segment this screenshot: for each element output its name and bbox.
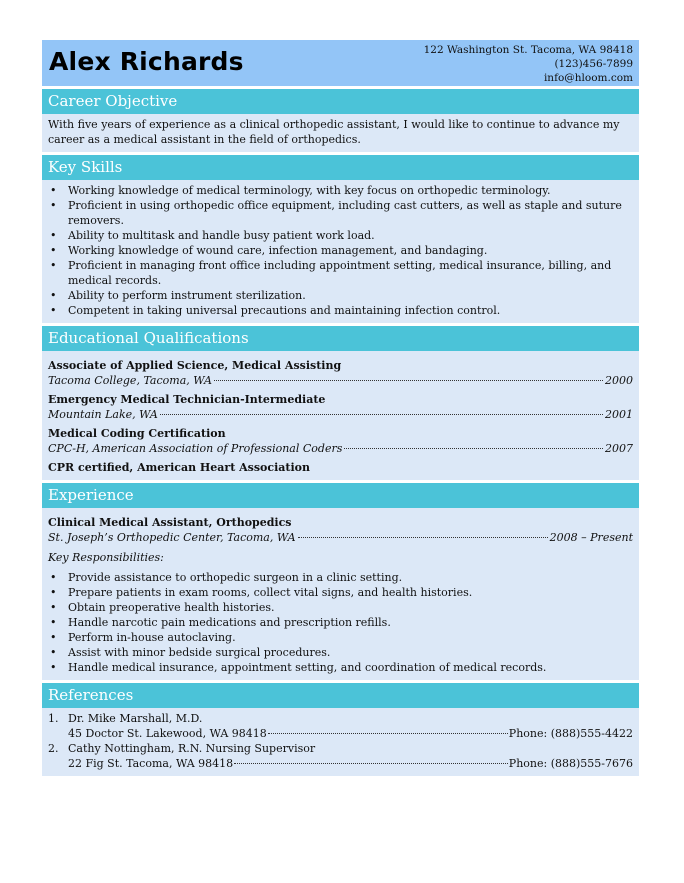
dot-leader: [298, 537, 548, 538]
education-year: 2000: [605, 374, 633, 387]
section-header-references: [42, 683, 639, 708]
objective-body: [42, 114, 639, 152]
resume-page: [42, 40, 639, 776]
section-title: Educational Qualifications: [48, 329, 249, 347]
section-title: Experience: [48, 486, 134, 504]
education-detail-line: [48, 441, 633, 456]
dot-leader: [214, 380, 603, 381]
list-item: • Proficient in using orthopedic office equipment, including cast cutters, as well as staple and suture removers.: [48, 198, 633, 228]
job-title: Clinical Medical Assistant, Orthopedics: [48, 516, 292, 529]
list-item: • Provide assistance to orthopedic surgeon in a clinic setting.: [48, 570, 633, 585]
section-header-education: [42, 326, 639, 351]
contact-address: 122 Washington St. Tacoma, WA 98418: [423, 44, 633, 56]
list-item: • Handle medical insurance, appointment setting, and coordination of medical records.: [48, 660, 633, 675]
job-employer: St. Joseph’s Orthopedic Center, Tacoma, WA: [48, 531, 296, 544]
section-header-skills: [42, 155, 639, 180]
list-item: • Working knowledge of medical terminology, with key focus on orthopedic terminology.: [48, 183, 633, 198]
job-dates: 2008 – Present: [549, 531, 633, 544]
list-item: • Assist with minor bedside surgical procedures.: [48, 645, 633, 660]
reference-name: Cathy Nottingham, R.N. Nursing Supervisor: [68, 742, 316, 755]
reference-phone: Phone: (888)555-4422: [508, 727, 633, 740]
responsibilities-label: Key Responsibilities:: [48, 551, 164, 564]
dot-leader: [268, 733, 508, 734]
reference-details: [68, 741, 633, 771]
reference-address: 45 Doctor St. Lakewood, WA 98418: [68, 727, 267, 740]
education-degree: Medical Coding Certification: [48, 427, 226, 440]
section-title: References: [48, 686, 134, 704]
education-year: 2007: [605, 442, 633, 455]
education-place: CPC-H, American Association of Professional Coders: [48, 442, 343, 455]
list-item: • Handle narcotic pain medications and prescription refills.: [48, 615, 633, 630]
reference-details: [68, 711, 633, 741]
section-title: Key Skills: [48, 158, 123, 176]
education-place: Tacoma College, Tacoma, WA: [48, 374, 212, 387]
candidate-name: Alex Richards: [49, 47, 244, 76]
list-item: • Perform in-house autoclaving.: [48, 630, 633, 645]
reference-name: Dr. Mike Marshall, M.D.: [68, 712, 203, 725]
dot-leader: [234, 763, 508, 764]
references-body: [42, 708, 639, 776]
list-item: • Working knowledge of wound care, infection management, and bandaging.: [48, 243, 633, 258]
section-header-objective: [42, 89, 639, 114]
contact-block: [424, 43, 633, 85]
resume-header: [42, 40, 639, 86]
reference-entry: [48, 711, 633, 741]
list-item: • Ability to perform instrument sterilization.: [48, 288, 633, 303]
list-item: • Obtain preoperative health histories.: [48, 600, 633, 615]
education-detail-line: [48, 373, 633, 388]
education-body: [42, 351, 639, 480]
list-item: • Ability to multitask and handle busy patient work load.: [48, 228, 633, 243]
list-item: • Competent in taking universal precautions and maintaining infection control.: [48, 303, 633, 318]
reference-phone: Phone: (888)555-7676: [508, 757, 633, 770]
reference-entry: [48, 741, 633, 771]
objective-text: With five years of experience as a clinical orthopedic assistant, I would like to continue to advance my career as a medical assistant in the field of orthopedics.: [48, 118, 620, 146]
skills-list: [48, 183, 633, 318]
dot-leader: [344, 448, 603, 449]
contact-email: info@hloom.com: [543, 72, 633, 84]
dot-leader: [160, 414, 603, 415]
education-year: 2001: [605, 408, 633, 421]
experience-body: [42, 508, 639, 680]
section-title: Career Objective: [48, 92, 178, 110]
reference-contact-line: [68, 726, 633, 741]
reference-number: 2.: [48, 742, 59, 755]
list-item: • Prepare patients in exam rooms, collect vital signs, and health histories.: [48, 585, 633, 600]
contact-phone: (123)456-7899: [554, 58, 633, 70]
skills-body: [42, 180, 639, 323]
list-item: • Proficient in managing front office including appointment setting, medical insurance, billing, and medical records.: [48, 258, 633, 288]
section-header-experience: [42, 483, 639, 508]
education-place: Mountain Lake, WA: [48, 408, 158, 421]
reference-contact-line: [68, 756, 633, 771]
reference-address: 22 Fig St. Tacoma, WA 98418: [68, 757, 234, 770]
education-degree: Associate of Applied Science, Medical Assisting: [48, 359, 342, 372]
reference-number: 1.: [48, 712, 59, 725]
education-detail-line: [48, 407, 633, 422]
education-degree: Emergency Medical Technician-Intermediate: [48, 393, 326, 406]
education-extra: CPR certified, American Heart Association: [48, 461, 310, 474]
responsibilities-list: [48, 570, 633, 675]
job-detail-line: [48, 530, 633, 545]
